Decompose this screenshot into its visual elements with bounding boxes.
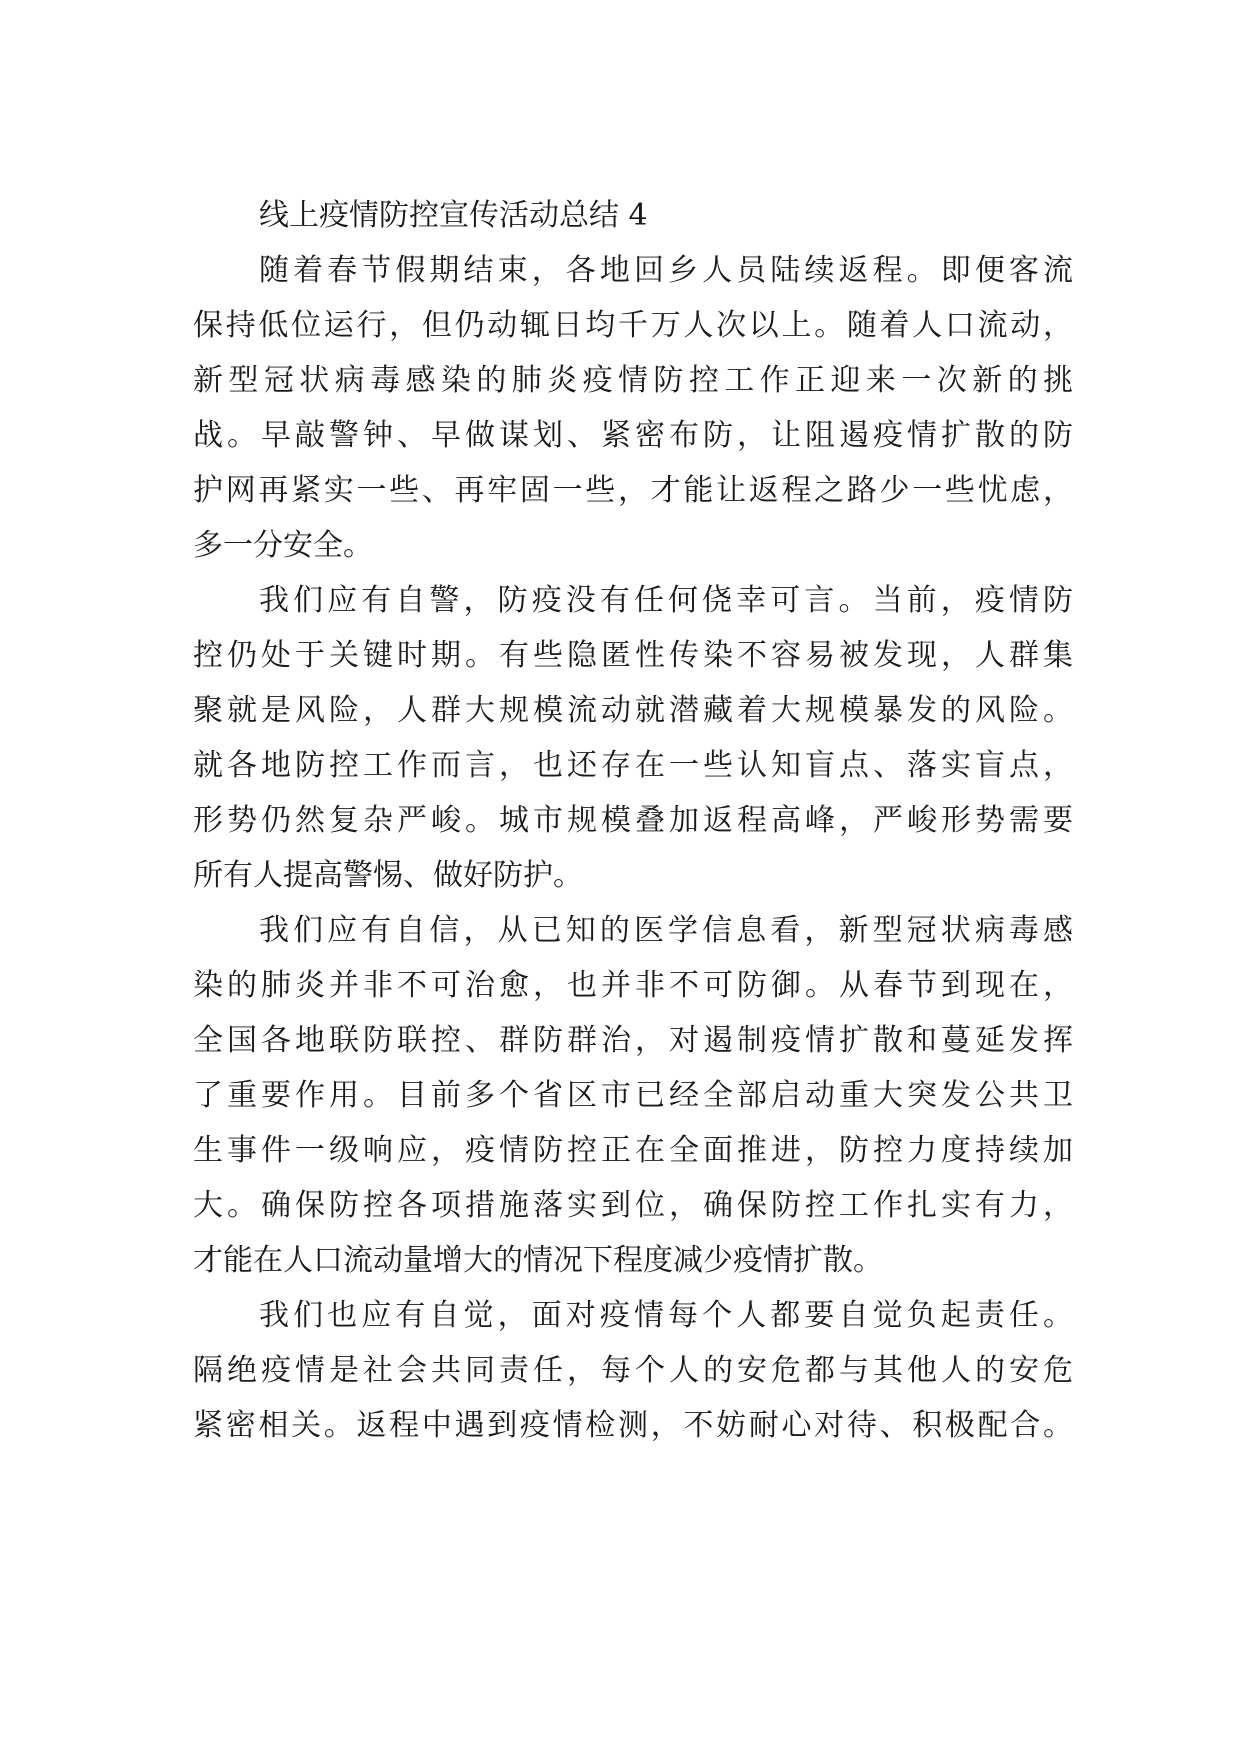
paragraph-line: 所有人提高警惕、做好防护。 <box>193 858 583 893</box>
paragraph-line: 大。确保防控各项措施落实到位，确保防控工作扎实有力， <box>193 1188 1073 1223</box>
paragraph-2 <box>193 573 1073 903</box>
paragraph-line: 多一分安全。 <box>193 528 373 563</box>
paragraph-3 <box>193 903 1073 1288</box>
paragraph-line: 战。早敲警钟、早做谋划、紧密布防，让阻遏疫情扩散的防 <box>193 418 1073 453</box>
paragraph-line: 随着春节假期结束，各地回乡人员陆续返程。即便客流 <box>259 253 1073 288</box>
paragraph-line: 保持低位运行，但仍动辄日均千万人次以上。随着人口流动， <box>193 308 1073 343</box>
paragraph-line: 隔绝疫情是社会共同责任，每个人的安危都与其他人的安危 <box>193 1353 1073 1388</box>
paragraph-line: 我们应有自信，从已知的医学信息看，新型冠状病毒感 <box>259 913 1073 948</box>
paragraph-line: 新型冠状病毒感染的肺炎疫情防控工作正迎来一次新的挑 <box>193 363 1073 398</box>
paragraph-line: 才能在人口流动量增大的情况下程度减少疫情扩散。 <box>193 1243 883 1278</box>
paragraph-line: 护网再紧实一些、再牢固一些，才能让返程之路少一些忧虑， <box>193 473 1073 508</box>
paragraph-line: 生事件一级响应，疫情防控正在全面推进，防控力度持续加 <box>193 1133 1073 1168</box>
paragraph-line: 我们也应有自觉，面对疫情每个人都要自觉负起责任。 <box>259 1298 1073 1333</box>
paragraph-line: 全国各地联防联控、群防群治，对遏制疫情扩散和蔓延发挥 <box>193 1023 1073 1058</box>
paragraph-line: 染的肺炎并非不可治愈，也并非不可防御。从春节到现在， <box>193 968 1073 1003</box>
paragraph-line: 形势仍然复杂严峻。城市规模叠加返程高峰，严峻形势需要 <box>193 803 1073 838</box>
paragraph-line: 了重要作用。目前多个省区市已经全部启动重大突发公共卫 <box>193 1078 1073 1113</box>
paragraph-line: 控仍处于关键时期。有些隐匿性传染不容易被发现，人群集 <box>193 638 1073 673</box>
document-body <box>193 188 1073 1453</box>
paragraph-4 <box>193 1288 1073 1453</box>
paragraph-line: 就各地防控工作而言，也还存在一些认知盲点、落实盲点， <box>193 748 1073 783</box>
document-title: 线上疫情防控宣传活动总结 4 <box>259 198 648 233</box>
paragraph-line: 聚就是风险，人群大规模流动就潜藏着大规模暴发的风险。 <box>193 693 1073 728</box>
paragraph-line: 紧密相关。返程中遇到疫情检测，不妨耐心对待、积极配合。 <box>193 1408 1073 1443</box>
paragraph-1 <box>193 243 1073 573</box>
paragraph-line: 我们应有自警，防疫没有任何侥幸可言。当前，疫情防 <box>259 583 1073 618</box>
